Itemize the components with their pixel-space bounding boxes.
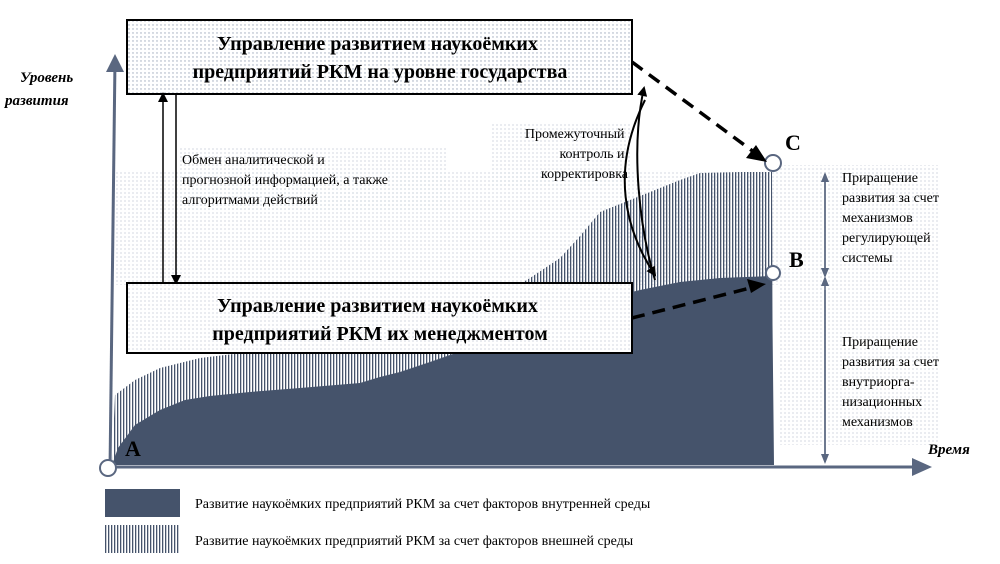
legend-internal-text: Развитие наукоёмких предприятий РКМ за счет факторов внутренней среды xyxy=(195,497,651,512)
point-c-label: C xyxy=(785,130,801,155)
legend-external-swatch xyxy=(105,525,180,553)
control-annotation: Промежуточный контроль и корректировка xyxy=(524,127,628,182)
legend-internal-swatch xyxy=(105,489,180,517)
point-a-marker xyxy=(100,460,116,476)
state-management-title: Управление развитием наукоёмких предприятий РКМ на уровне государства xyxy=(192,33,568,83)
legend-external-text: Развитие наукоёмких предприятий РКМ за счет факторов внешней среды xyxy=(195,534,634,549)
x-axis-label: Время xyxy=(928,442,970,458)
dashed-arrow-state-to-c xyxy=(632,62,762,158)
enterprise-management-title: Управление развитием наукоёмких предприятий РКМ их менеджментом xyxy=(212,295,548,345)
dashed-arrowhead-c-icon xyxy=(746,145,767,162)
point-b-marker xyxy=(766,266,780,280)
point-b-label: B xyxy=(789,247,804,272)
x-axis-arrowhead-icon xyxy=(912,458,932,476)
point-a-label: A xyxy=(125,436,141,461)
y-axis-label: Уровень развития xyxy=(5,70,74,109)
internal-increment-text: Приращение развития за счет внутриорга- низационных механизмов xyxy=(842,335,939,430)
y-axis xyxy=(110,60,115,470)
exchange-annotation: Обмен аналитической и прогнозной информацией, а также алгоритмами действий xyxy=(182,153,388,208)
point-c-marker xyxy=(765,155,781,171)
y-axis-arrowhead-icon xyxy=(106,54,124,72)
regulating-increment-text: Приращение развития за счет механизмов регулирующей системы xyxy=(842,171,939,266)
